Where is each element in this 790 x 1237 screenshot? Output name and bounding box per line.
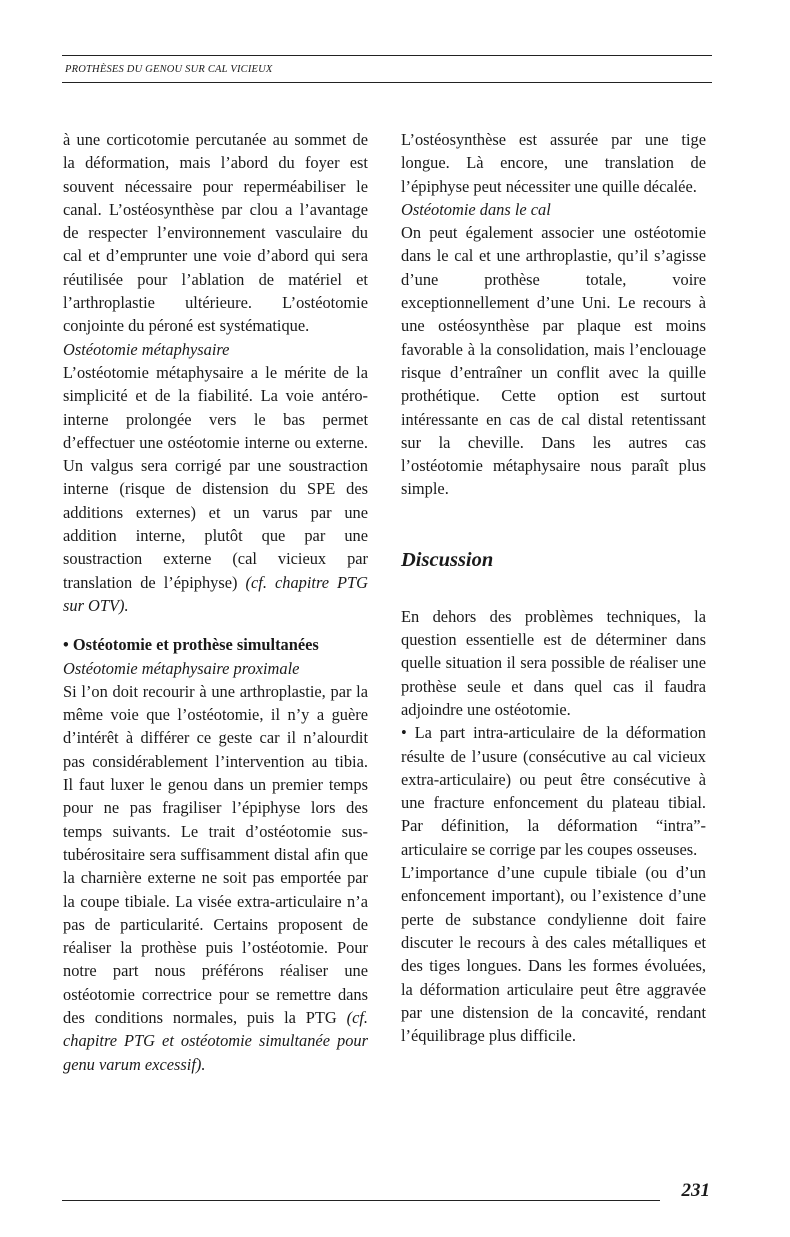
- left-paragraph-2: [63, 361, 368, 617]
- right-paragraph-3: En dehors des problèmes techniques, la question essentielle est de déterminer dans quelle situation il sera possible de réaliser une prothèse seule et dans quel cas il faudra adjoindre une ostéotomie.: [401, 606, 706, 719]
- footer-rule: [62, 1200, 660, 1201]
- running-header: PROTHÈSES DU GENOU SUR CAL VICIEUX: [65, 64, 273, 75]
- subhead-osteotomie-dans-le-cal: Ostéotomie dans le cal: [401, 199, 551, 219]
- header-rule-top: [62, 55, 712, 56]
- chapter-reference-otv: (cf. chapitre PTG sur OTV).: [63, 572, 369, 615]
- right-paragraph-5: L’importance d’une cupule tibiale (ou d’un enfoncement important), ou l’existence d’une perte de substance condylienne doit faire discuter le recours à des cales métalliques et des tiges longues. Dans les formes évoluées, la déformation articulaire peut être aggravée par une distension de la concavité, rendant l’équilibrage plus difficile.: [401, 863, 706, 1046]
- subhead-osteotomie-metaphysaire-proximale: Ostéotomie métaphysaire proximale: [63, 658, 300, 678]
- subhead-osteotomie-metaphysaire: Ostéotomie métaphysaire: [63, 339, 230, 359]
- section-title-discussion: Discussion: [401, 548, 494, 571]
- right-paragraph-4: • La part intra-articulaire de la déformation résulte de l’usure (consécutive au cal vicieux extra-articulaire) ou peut être consécutive à une fracture enfoncement du plateau tibial. Par définition, la déformation “intra”-articulaire se corrige par les coupes osseuses.: [401, 723, 706, 859]
- right-column: [401, 128, 706, 1047]
- right-paragraph-1: L’ostéosynthèse est assurée par une tige longue. Là encore, une translation de l’épiphyse peut nécessiter une quille décalée.: [401, 130, 706, 196]
- subhead-osteotomie-prothese-simultanees: • Ostéotomie et prothèse simultanées: [63, 635, 319, 655]
- header-rule-bottom: [62, 82, 712, 83]
- left-paragraph-3: [63, 680, 368, 1076]
- left-paragraph-3-text: Si l’on doit recourir à une arthroplastie, par la même voie que l’ostéotomie, il n’y a guère d’intérêt à différer ce geste car il n’alourdit pas considérablement l’intervention au tibia. Il faut luxer le genou dans un premier temps pour ne pas fragiliser l’épiphyse lors des temps suivants. Le trait d’ostéotomie sus-tubérositaire sera suffisamment distal afin que la charnière externe ne soit pas emportée par la coupe tibiale. La visée extra-articulaire n’a pas de particularité. Certains proposent de réaliser la prothèse puis l’ostéotomie. Pour notre part nous préférons réaliser une ostéotomie correctrice pour se remettre dans des conditions normales, puis la PTG: [63, 681, 368, 1027]
- right-paragraph-2: On peut également associer une ostéotomie dans le cal et une arthroplastie, qu’il s’agisse d’une prothèse totale, voire exceptionnellement d’une Uni. Le recours à une ostéosynthèse par plaque est moins favorable à la consolidation, mais l’enclouage risque d’entraîner un conflit avec la quille prothétique. Cette option est surtout intéressante en cas de cal distal retentissant sur la cheville. Dans les autres cas l’ostéotomie métaphysaire nous paraît plus simple.: [401, 223, 706, 499]
- left-paragraph-2-text: L’ostéotomie métaphysaire a le mérite de la simplicité et de la fiabilité. La voie antéro-interne prolongée vers le bas permet d’effectuer une ostéotomie interne ou externe. Un valgus sera corrigé par une soustraction interne (risque de distension du SPE des additions externes) et un varus par une addition interne, plutôt que par une soustraction externe (cal vicieux par translation de l’épiphyse): [63, 362, 368, 592]
- page-number: 231: [681, 1180, 710, 1201]
- left-paragraph-1: à une corticotomie percutanée au sommet de la déformation, mais l’abord du foyer est souvent nécessaire pour reperméabiliser le canal. L’ostéosynthèse par clou a l’avantage de respecter l’environnement vasculaire du cal et d’emprunter une voie d’abord qui sera réutilisée pour l’ablation de matériel et l’arthroplastie ultérieure. L’ostéotomie conjointe du péroné est systématique.: [63, 130, 368, 336]
- chapter-reference-genu-varum: (cf. chapitre PTG et ostéotomie simultanée pour genu varum excessif).: [63, 1007, 368, 1074]
- left-column: [63, 128, 368, 1076]
